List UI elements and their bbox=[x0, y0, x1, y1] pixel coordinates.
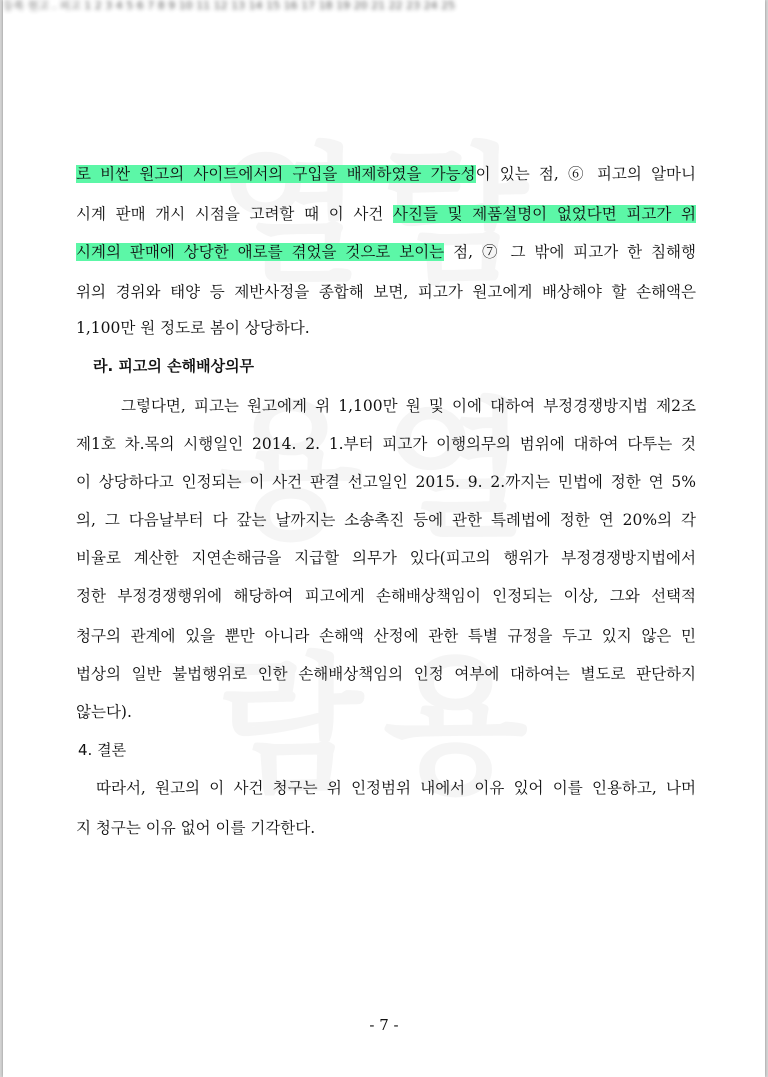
paragraph2-line: 정한 부정경쟁행위에 해당하여 피고에게 손해배상책임이 인정되는 이상, 그와 선택적 bbox=[76, 587, 696, 605]
page-number: - 7 - bbox=[369, 1016, 399, 1034]
text-span: 이 있는 점, ⑥ 피고의 알마니 bbox=[475, 165, 696, 183]
paragraph1-line5: 1,100만 원 정도로 봄이 상당하다. bbox=[76, 319, 310, 337]
highlight: 사진들 및 제품설명이 없었다면 피고가 위 bbox=[393, 205, 696, 223]
paragraph2-line: 그렇다면, 피고는 원고에게 위 1,100만 원 및 이에 대하여 부정경쟁방지법 제2조 bbox=[121, 397, 696, 415]
paragraph2-line: 법상의 일반 불법행위로 인한 손해배상책임의 인정 여부에 대하여는 별도로 판단하지 bbox=[76, 665, 696, 683]
highlight: 시계의 판매에 상당한 애로를 겪었을 것으로 보이는 bbox=[76, 243, 445, 261]
paragraph2-line: 비율로 계산한 지연손해금을 지급할 의무가 있다(피고의 행위가 부정경쟁방지법에서 bbox=[76, 549, 696, 567]
paragraph1-line2 bbox=[76, 204, 696, 224]
paragraph3-line: 따라서, 원고의 이 사건 청구는 위 인정범위 내에서 이유 있어 이를 인용하고, 나머 bbox=[96, 779, 696, 797]
text-span: 점, ⑦ 그 밖에 피고가 한 침해행 bbox=[444, 243, 697, 261]
paragraph1-line1 bbox=[76, 164, 696, 184]
paragraph1-line4: 위의 경위와 태양 등 제반사정을 종합해 보면, 피고가 원고에게 배상해야 할 손해액은 bbox=[76, 283, 696, 301]
paragraph1-line3 bbox=[76, 242, 696, 262]
section-heading-4: 4. 결론 bbox=[78, 741, 127, 759]
highlight: 로 비싼 원고의 사이트에서의 구입을 배제하였을 가능성 bbox=[76, 165, 476, 183]
blurred-header-text: 등록 원고 . 피고 1 2 3 4 5 6 7 8 9 10 11 12 13 14 15 16 17 18 19 20 21 22 23 24 25 bbox=[3, 0, 456, 12]
text-span: 시계 판매 개시 시점을 고려할 때 이 사건 bbox=[76, 205, 394, 223]
paragraph2-line: 않는다). bbox=[76, 703, 132, 721]
section-heading-ra: 라. 피고의 손해배상의무 bbox=[93, 357, 255, 375]
paragraph2-line: 제1호 차.목의 시행일인 2014. 2. 1.부터 피고가 이행의무의 범위에 대하여 다투는 것 bbox=[76, 435, 696, 453]
paragraph2-line: 이 상당하다고 인정되는 이 사건 판결 선고일인 2015. 9. 2.까지는 민법에 정한 연 5% bbox=[76, 473, 696, 491]
document-page bbox=[3, 0, 765, 1077]
paragraph2-line: 의, 그 다음날부터 다 갚는 날까지는 소송촉진 등에 관한 특례법에 정한 연 20%의 각 bbox=[76, 511, 696, 529]
paragraph3-line: 지 청구는 이유 없어 이를 기각한다. bbox=[76, 819, 316, 837]
paragraph2-line: 청구의 관계에 있을 뿐만 아니라 손해액 산정에 관한 특별 규정을 두고 있지 않은 민 bbox=[76, 627, 696, 645]
